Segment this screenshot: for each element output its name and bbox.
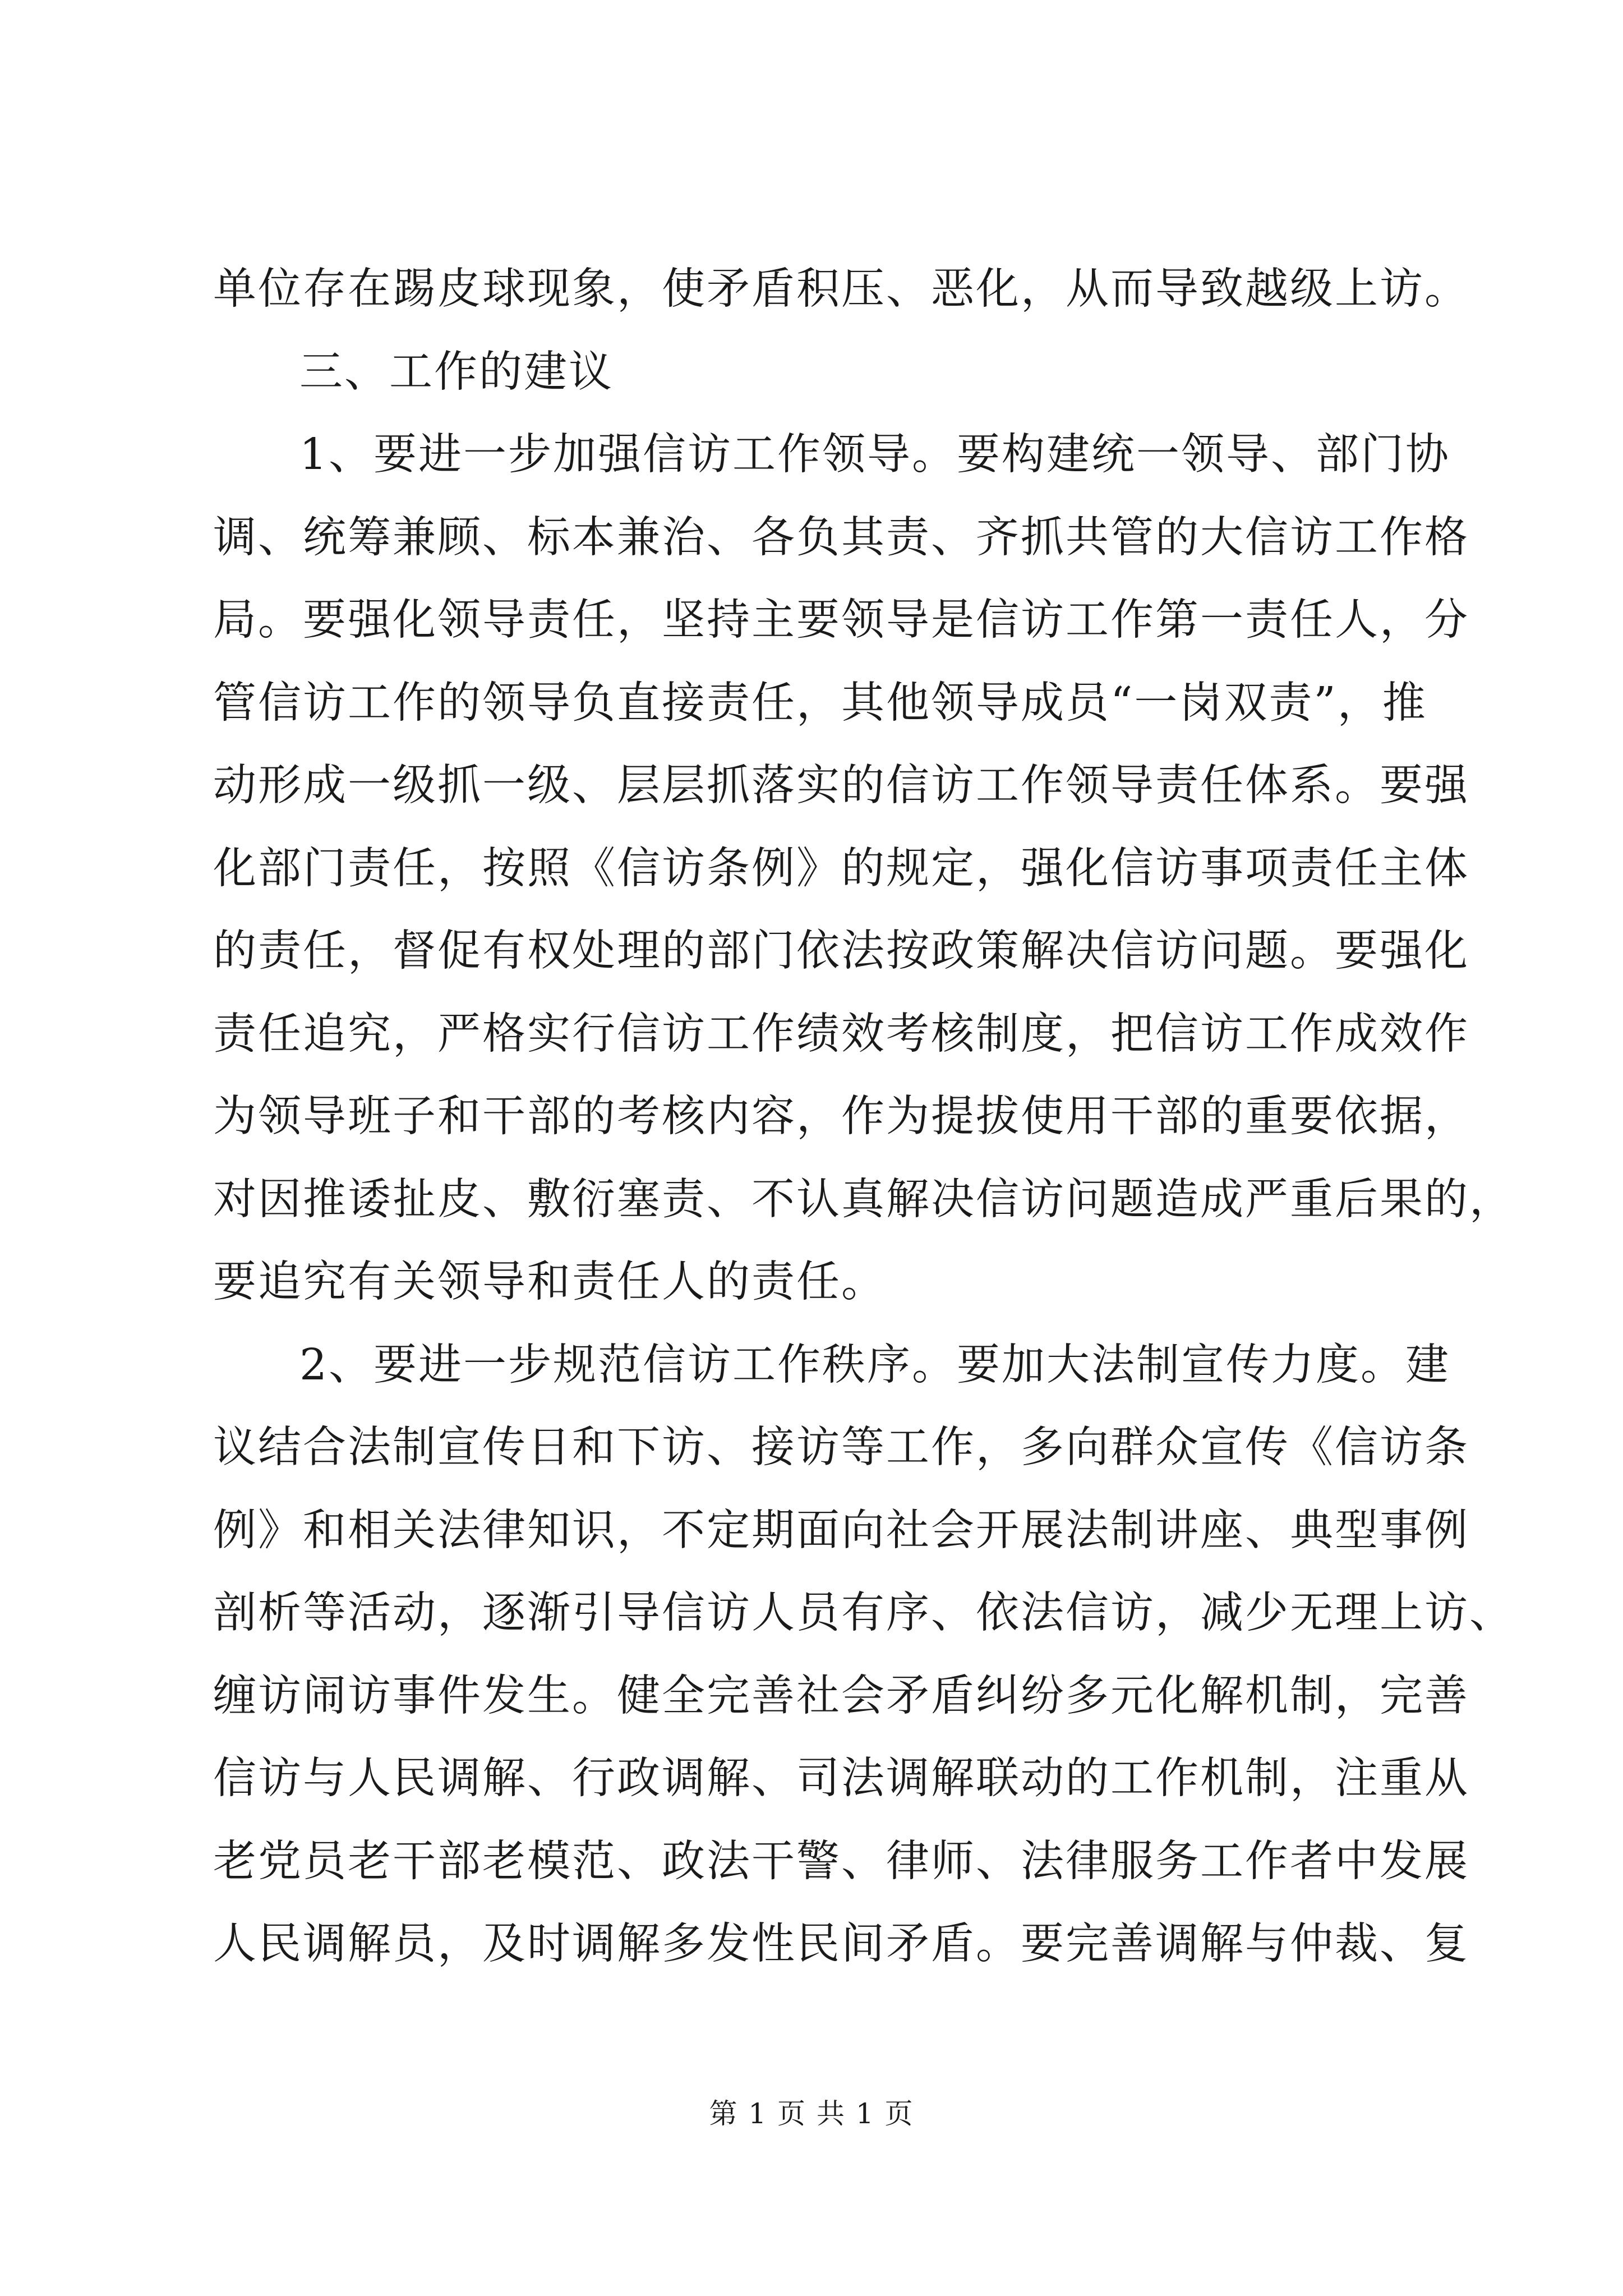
paragraph-1-line: 局。要强化领导责任，坚持主要领导是信访工作第一责任人，分 xyxy=(213,595,1469,645)
paragraph-2-line: 2、要进一步规范信访工作秩序。要加大法制宣传力度。建 xyxy=(299,1340,1450,1390)
paragraph-2-line: 缠访闹访事件发生。健全完善社会矛盾纠纷多元化解机制，完善 xyxy=(213,1671,1469,1721)
paragraph-1-line: 化部门责任，按照《信访条例》的规定，强化信访事项责任主体 xyxy=(213,843,1469,894)
paragraph-1-line: 为领导班子和干部的考核内容，作为提拔使用干部的重要依据， xyxy=(213,1092,1469,1142)
paragraph-1-line: 调、统筹兼顾、标本兼治、各负其责、齐抓共管的大信访工作格 xyxy=(213,512,1469,563)
paragraph-1-line: 对因推诿扯皮、敷衍塞责、不认真解决信访问题造成严重后果的， xyxy=(213,1174,1514,1225)
paragraph-2-line: 老党员老干部老模范、政法干警、律师、法律服务工作者中发展 xyxy=(213,1836,1469,1887)
section-heading: 三、工作的建议 xyxy=(299,347,614,397)
paragraph-1-line: 管信访工作的领导负直接责任，其他领导成员“一岗双责”，推 xyxy=(213,678,1427,728)
paragraph-2-line: 议结合法制宣传日和下访、接访等工作，多向群众宣传《信访条 xyxy=(213,1423,1469,1473)
paragraph-1-line: 动形成一级抓一级、层层抓落实的信访工作领导责任体系。要强 xyxy=(213,761,1469,811)
paragraph-1-line: 1、要进一步加强信访工作领导。要构建统一领导、部门协 xyxy=(299,430,1450,480)
paragraph-1-line: 要追究有关领导和责任人的责任。 xyxy=(213,1257,886,1307)
paragraph-2-line: 信访与人民调解、行政调解、司法调解联动的工作机制，注重从 xyxy=(213,1754,1469,1803)
body-line: 单位存在踢皮球现象，使矛盾积压、恶化，从而导致越级上访。 xyxy=(213,264,1469,314)
paragraph-1-line: 的责任，督促有权处理的部门依法按政策解决信访问题。要强化 xyxy=(213,926,1469,976)
paragraph-1-line: 责任追究，严格实行信访工作绩效考核制度，把信访工作成效作 xyxy=(213,1009,1469,1059)
paragraph-2-line: 例》和相关法律知识，不定期面向社会开展法制讲座、典型事例 xyxy=(213,1505,1469,1556)
paragraph-2-line: 剖析等活动，逐渐引导信访人员有序、依法信访，减少无理上访、 xyxy=(213,1588,1514,1638)
page-footer: 第 1 页 共 1 页 xyxy=(709,2097,914,2130)
document-body xyxy=(213,248,1514,1986)
paragraph-2-line: 人民调解员，及时调解多发性民间矛盾。要完善调解与仲裁、复 xyxy=(213,1919,1469,1969)
